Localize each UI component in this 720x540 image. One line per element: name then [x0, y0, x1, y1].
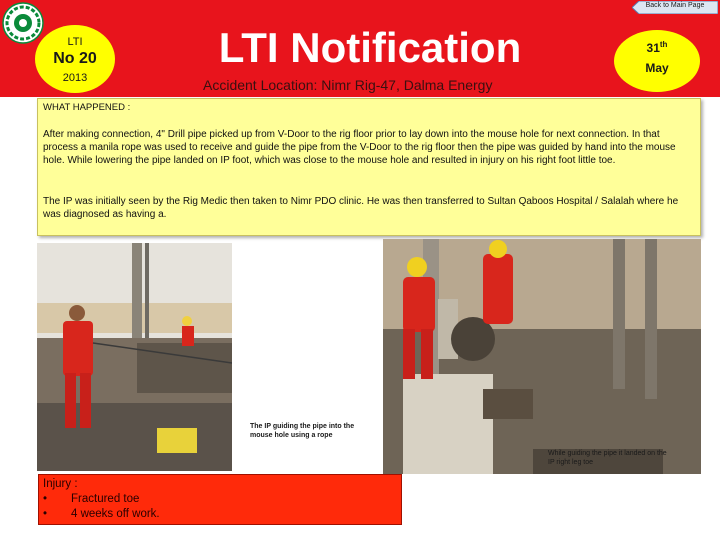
date-badge	[614, 30, 700, 92]
rig-floor-photo-right	[383, 239, 701, 474]
back-to-main-page-link[interactable]	[632, 1, 718, 14]
injury-item-text: Fractured toe	[71, 493, 140, 505]
injury-title: Injury :	[43, 478, 78, 490]
lti-label: LTI	[67, 36, 83, 48]
callout-guiding-pipe: The IP guiding the pipe into the mouse hole using a rope	[250, 423, 355, 439]
medical-followup: The IP was initially seen by the Rig Medic then taken to Nimr PDO clinic. He was then transferred to Sultan Qaboos Hospital / Salalah where he was diagnosed as having a.	[43, 196, 679, 220]
back-link-label: Back to Main Page	[645, 2, 705, 9]
lti-number: No 20	[53, 50, 97, 67]
bullet-icon: •	[43, 493, 48, 505]
injury-item-text: 4 weeks off work.	[71, 508, 160, 520]
injury-box	[38, 474, 402, 525]
date-month: May	[645, 61, 669, 75]
accident-location: Accident Location: Nimr Rig-47, Dalma Energy	[203, 77, 493, 93]
lti-number-badge	[35, 25, 115, 93]
incident-description: After making connection, 4" Drill pipe picked up from V-Door to the rig floor prior to lay down into the mouse hole for next connection. In that process a manila rope was used to receive and guide the pipe from the V-Door to the rig floor then the pipe was guided by hand into the mouse hole. While lowering the pipe landed on IP foot, which was close to the mouse hole and resulted in injury on his right foot little toe.	[43, 129, 676, 166]
page-title: LTI Notification	[218, 24, 522, 71]
lti-year: 2013	[62, 72, 88, 84]
date-day: 31th	[646, 40, 668, 55]
what-happened-title: WHAT HAPPENED :	[43, 102, 131, 113]
bullet-icon: •	[43, 508, 48, 520]
rig-floor-photo-left	[37, 243, 232, 471]
what-happened-box	[37, 98, 701, 236]
callout-pipe-landed: While guiding the pipe it landed on the IP right leg toe	[548, 450, 667, 466]
